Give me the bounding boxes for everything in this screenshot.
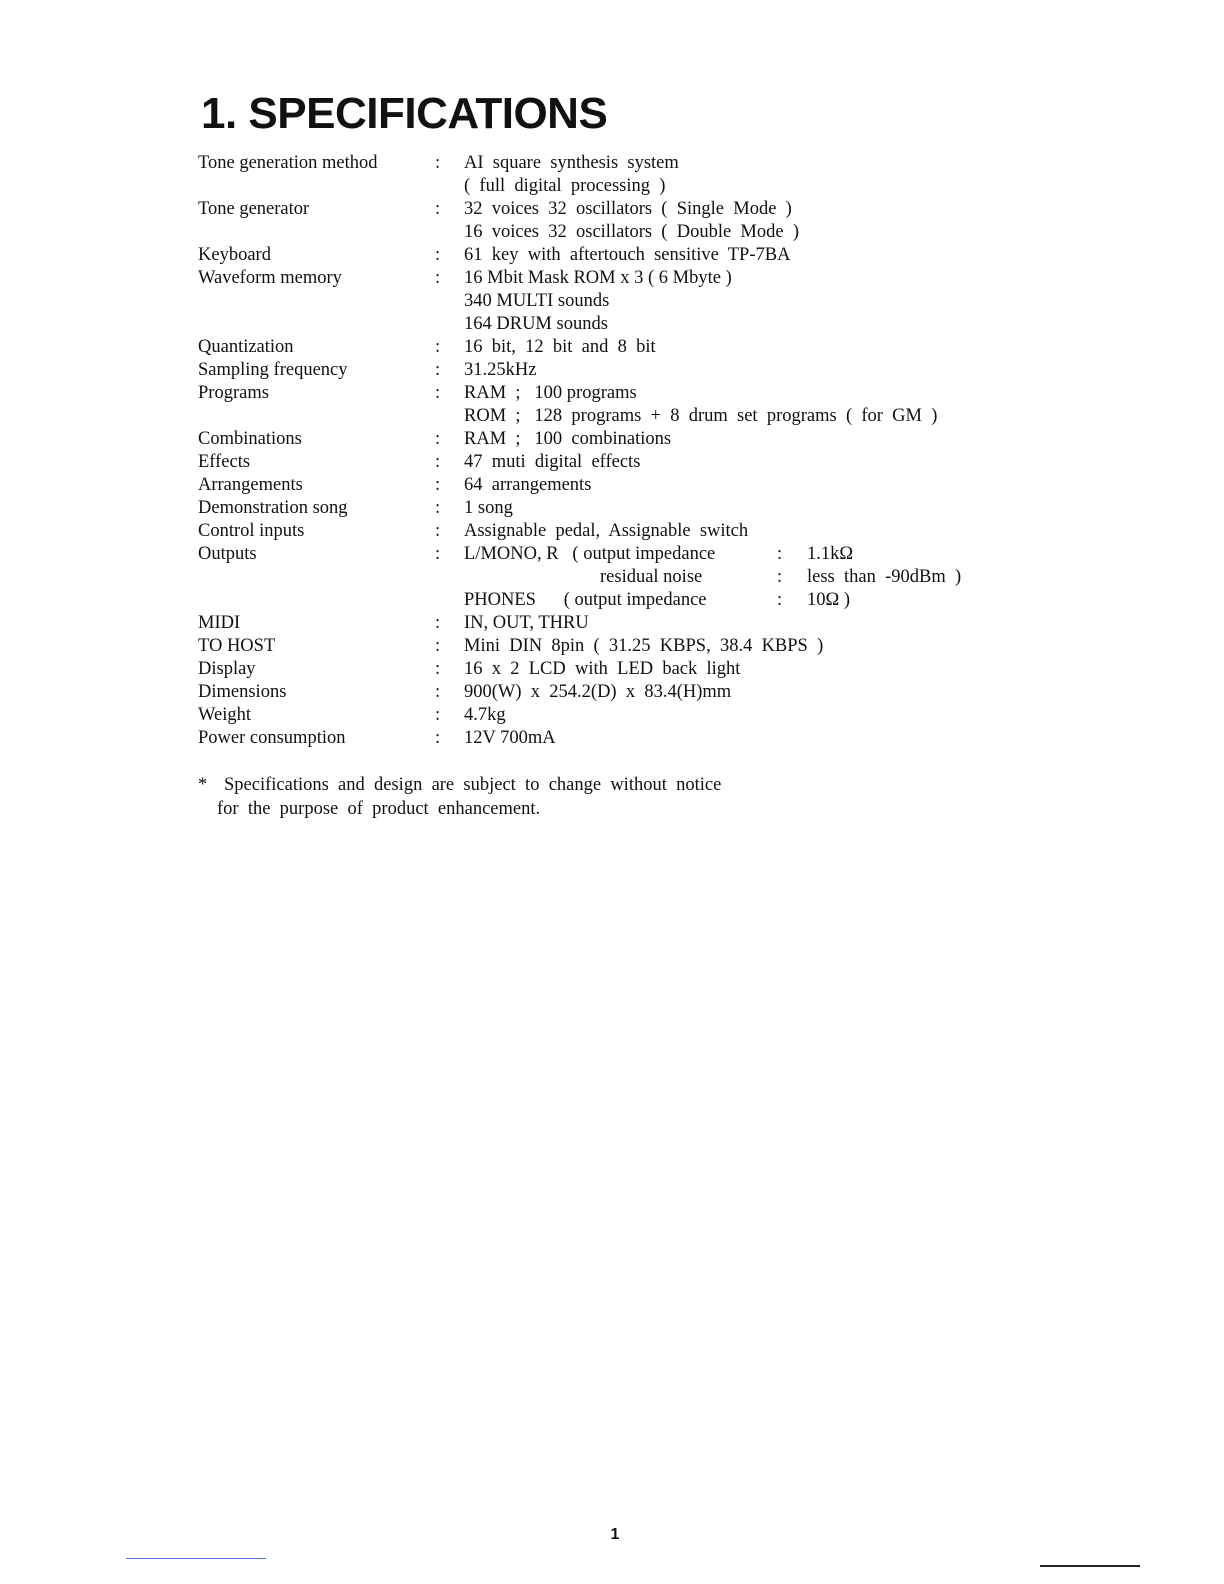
spec-colon: : bbox=[435, 728, 441, 748]
spec-row-quantization bbox=[198, 336, 1018, 359]
spec-label: MIDI bbox=[198, 613, 241, 633]
spec-value: 900(W) x 254.2(D) x 83.4(H)mm bbox=[464, 682, 732, 702]
spec-row-programs-cont bbox=[198, 405, 1018, 428]
spec-colon: : bbox=[435, 268, 441, 288]
spec-row-combinations bbox=[198, 428, 1018, 451]
spec-row-control-inputs bbox=[198, 520, 1018, 543]
spec-row-arrangements bbox=[198, 474, 1018, 497]
spec-value: 61 key with aftertouch sensitive TP-7BA bbox=[464, 245, 791, 265]
spec-colon: : bbox=[435, 360, 441, 380]
spec-value: 16 voices 32 oscillators ( Double Mode ) bbox=[464, 222, 799, 242]
spec-colon: : bbox=[435, 613, 441, 633]
spec-row-programs bbox=[198, 382, 1018, 405]
spec-value: Assignable pedal, Assignable switch bbox=[464, 521, 749, 541]
spec-label: Weight bbox=[198, 705, 251, 725]
spec-value: RAM ; 100 programs bbox=[464, 383, 637, 403]
spec-value: 31.25kHz bbox=[464, 360, 537, 380]
spec-value: IN, OUT, THRU bbox=[464, 613, 589, 633]
spec-colon: : bbox=[435, 705, 441, 725]
spec-row-power-consumption bbox=[198, 727, 1018, 750]
spec-value: AI square synthesis system bbox=[464, 153, 679, 173]
spec-value: 32 voices 32 oscillators ( Single Mode ) bbox=[464, 199, 792, 219]
spec-value: RAM ; 100 combinations bbox=[464, 429, 672, 449]
asterisk-icon: * bbox=[198, 775, 208, 795]
spec-colon: : bbox=[435, 199, 441, 219]
spec-label: Tone generator bbox=[198, 199, 310, 219]
spec-value: 340 MULTI sounds bbox=[464, 291, 610, 311]
spec-label: Power consumption bbox=[198, 728, 346, 748]
spec-label: Control inputs bbox=[198, 521, 305, 541]
spec-label: Display bbox=[198, 659, 256, 679]
spec-colon: : bbox=[435, 245, 441, 265]
spec-label: Quantization bbox=[198, 337, 294, 357]
outputs-impedance-value: 1.1kΩ bbox=[807, 544, 854, 564]
spec-colon: : bbox=[435, 682, 441, 702]
note-line-1 bbox=[198, 773, 721, 797]
specifications-table bbox=[198, 152, 1018, 750]
spec-label: Programs bbox=[198, 383, 269, 403]
spec-colon: : bbox=[435, 337, 441, 357]
spec-value: 164 DRUM sounds bbox=[464, 314, 608, 334]
note-text-2: for the purpose of product enhancement. bbox=[217, 799, 541, 819]
spec-value: 1 song bbox=[464, 498, 513, 518]
spec-row-outputs-phones bbox=[198, 589, 1018, 612]
spec-label: TO HOST bbox=[198, 636, 276, 656]
spec-value: 16 x 2 LCD with LED back light bbox=[464, 659, 741, 679]
spec-colon: : bbox=[435, 475, 441, 495]
spec-row-outputs-noise bbox=[198, 566, 1018, 589]
spec-row-outputs bbox=[198, 543, 1018, 566]
spec-label: Tone generation method bbox=[198, 153, 378, 173]
outputs-noise-value: less than -90dBm ) bbox=[807, 567, 962, 587]
spec-row-weight bbox=[198, 704, 1018, 727]
spec-label: Arrangements bbox=[198, 475, 303, 495]
spec-row-keyboard bbox=[198, 244, 1018, 267]
outputs-phones-colon: : bbox=[777, 590, 783, 610]
spec-label: Waveform memory bbox=[198, 268, 342, 288]
spec-colon: : bbox=[435, 498, 441, 518]
spec-value: 4.7kg bbox=[464, 705, 506, 725]
spec-label: Keyboard bbox=[198, 245, 271, 265]
spec-colon: : bbox=[435, 452, 441, 472]
spec-label: Effects bbox=[198, 452, 251, 472]
spec-value: L/MONO, R ( output impedance bbox=[464, 544, 716, 564]
spec-row-tone-generation-method bbox=[198, 152, 1018, 175]
spec-colon: : bbox=[435, 521, 441, 541]
spec-row-sampling-frequency bbox=[198, 359, 1018, 382]
spec-value: ( full digital processing ) bbox=[464, 176, 666, 196]
spec-value: 64 arrangements bbox=[464, 475, 592, 495]
note-line-2 bbox=[198, 797, 721, 821]
spec-colon: : bbox=[435, 636, 441, 656]
spec-colon: : bbox=[435, 383, 441, 403]
footer-rule-left bbox=[126, 1558, 266, 1559]
specifications-note bbox=[198, 773, 721, 821]
page-number: 1 bbox=[610, 1526, 620, 1543]
spec-value: Mini DIN 8pin ( 31.25 KBPS, 38.4 KBPS ) bbox=[464, 636, 824, 656]
spec-row-dimensions bbox=[198, 681, 1018, 704]
spec-row-waveform-memory bbox=[198, 267, 1018, 290]
outputs-phones-value: 10Ω ) bbox=[807, 590, 851, 610]
spec-row-midi bbox=[198, 612, 1018, 635]
spec-value: 16 bit, 12 bit and 8 bit bbox=[464, 337, 656, 357]
spec-row-effects bbox=[198, 451, 1018, 474]
spec-label: Combinations bbox=[198, 429, 302, 449]
spec-row-waveform-memory-cont bbox=[198, 313, 1018, 336]
spec-value: 16 Mbit Mask ROM x 3 ( 6 Mbyte ) bbox=[464, 268, 732, 288]
spec-colon: : bbox=[435, 659, 441, 679]
spec-colon: : bbox=[435, 153, 441, 173]
spec-value: 47 muti digital effects bbox=[464, 452, 641, 472]
spec-row-tone-generation-method-cont bbox=[198, 175, 1018, 198]
spec-label: Dimensions bbox=[198, 682, 287, 702]
page-title: 1. SPECIFICATIONS bbox=[201, 89, 608, 138]
spec-row-tone-generator-cont bbox=[198, 221, 1018, 244]
spec-colon: : bbox=[435, 429, 441, 449]
spec-label: Outputs bbox=[198, 544, 257, 564]
spec-row-demonstration-song bbox=[198, 497, 1018, 520]
outputs-noise-label: residual noise bbox=[600, 567, 703, 587]
spec-label: Sampling frequency bbox=[198, 360, 348, 380]
spec-value: PHONES ( output impedance bbox=[464, 590, 707, 610]
spec-value: 12V 700mA bbox=[464, 728, 556, 748]
outputs-impedance-colon: : bbox=[777, 544, 783, 564]
spec-row-display bbox=[198, 658, 1018, 681]
spec-row-waveform-memory-cont bbox=[198, 290, 1018, 313]
outputs-noise-colon: : bbox=[777, 567, 783, 587]
footer-rule-right bbox=[1040, 1565, 1140, 1567]
spec-row-to-host bbox=[198, 635, 1018, 658]
spec-row-tone-generator bbox=[198, 198, 1018, 221]
note-text-1: Specifications and design are subject to change without notice bbox=[224, 775, 722, 795]
spec-label: Demonstration song bbox=[198, 498, 348, 518]
spec-colon: : bbox=[435, 544, 441, 564]
spec-value: ROM ; 128 programs + 8 drum set programs ( for GM ) bbox=[464, 406, 938, 426]
